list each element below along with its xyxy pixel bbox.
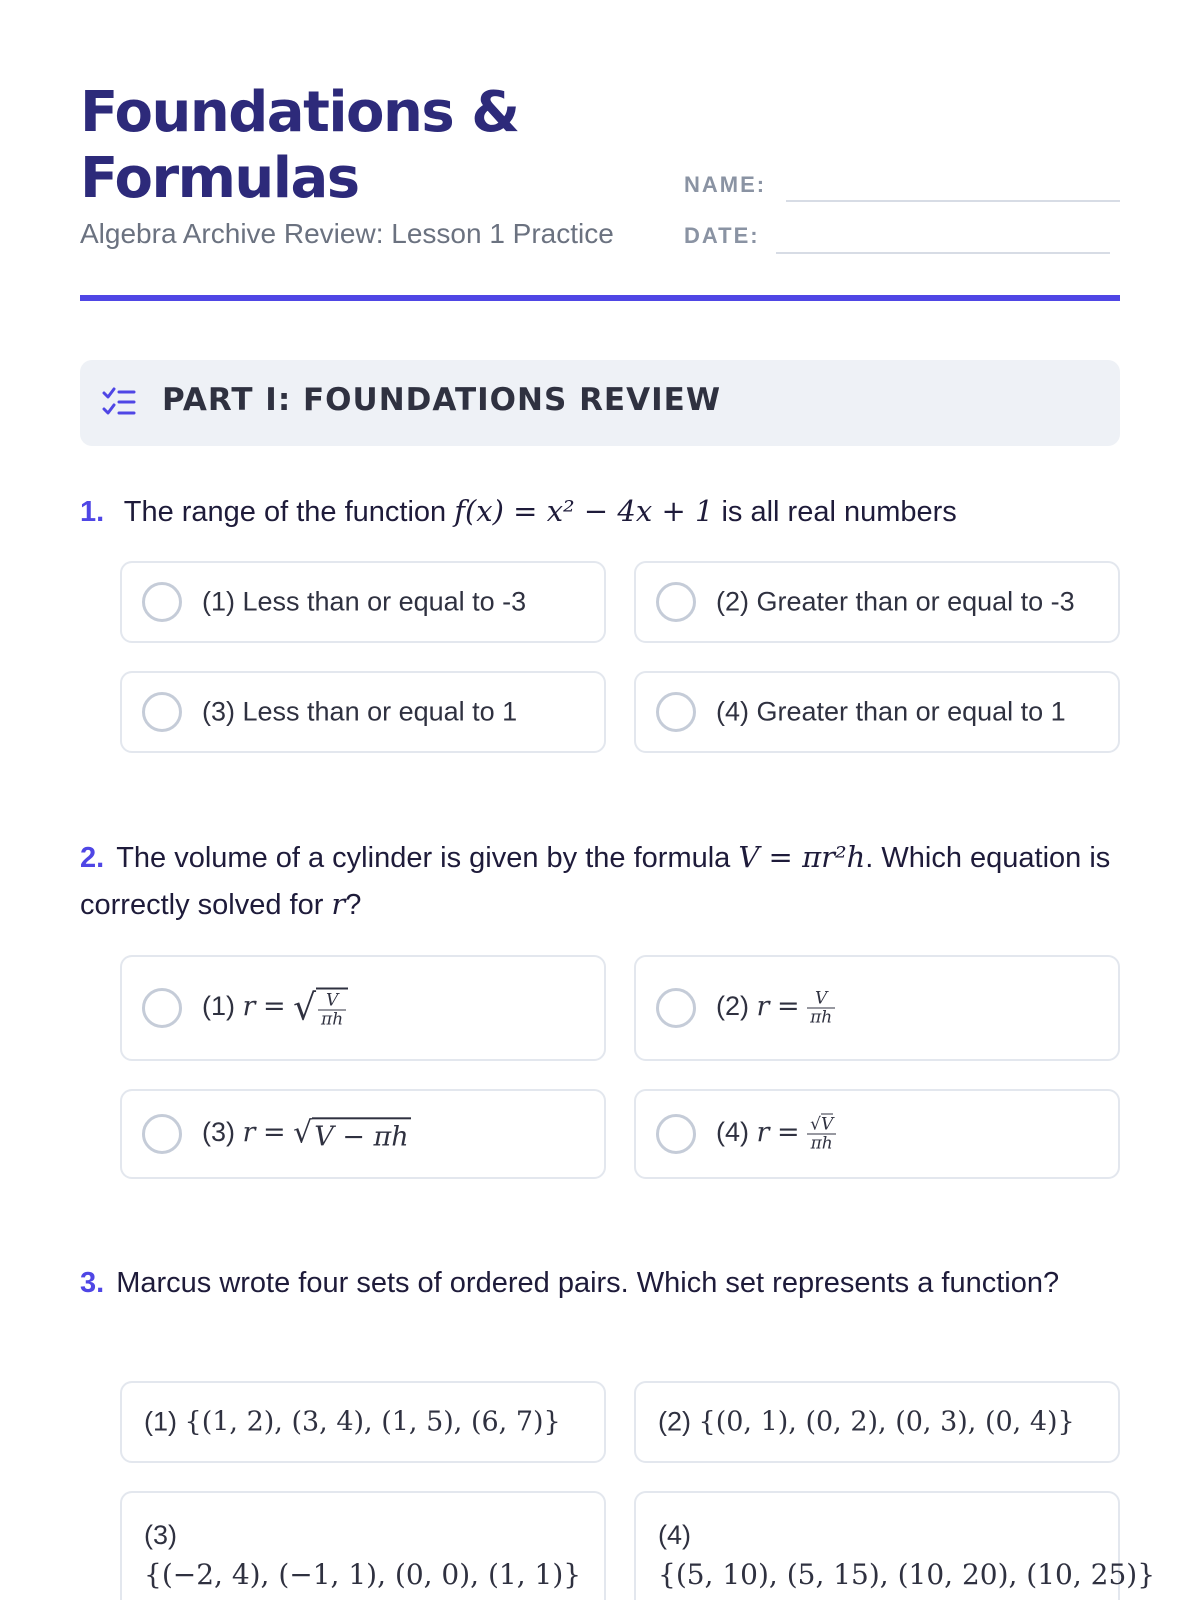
question-text: Marcus wrote four sets of ordered pairs. Which set represents a function? — [116, 1267, 1060, 1299]
q3-option-3[interactable] — [120, 1491, 606, 1600]
question-text-end: is all real numbers — [721, 496, 957, 528]
q2-option-4[interactable] — [634, 1089, 1120, 1179]
radio-button[interactable] — [656, 692, 696, 732]
date-field[interactable] — [776, 252, 1110, 254]
option-label: (3) Less than or equal to 1 — [202, 696, 518, 727]
radio-button[interactable] — [142, 988, 182, 1028]
question-3 — [80, 1260, 1120, 1306]
q1-option-3[interactable] — [120, 671, 606, 753]
question-text-middle: . Which equation is correctly solved for — [80, 842, 1111, 921]
q3-option-1[interactable] — [120, 1381, 606, 1463]
q1-option-1[interactable] — [120, 561, 606, 643]
page-title: Foundations & Formulas — [80, 80, 519, 211]
sqrt-expression: √ $\frac{V}{\pi h}$ — [293, 988, 348, 1029]
question-2 — [80, 834, 1120, 928]
option-label: (1) Less than or equal to -3 — [202, 586, 527, 617]
option-label: (4) Greater than or equal to 1 — [716, 696, 1066, 727]
part-banner — [80, 360, 1120, 446]
option-label: (1) {(1, 2), (3, 4), (1, 5), (6, 7)} — [144, 1406, 561, 1438]
radio-button[interactable] — [142, 692, 182, 732]
q1-option-2[interactable] — [634, 561, 1120, 643]
date-label: DATE: — [684, 223, 760, 248]
q2-option-1[interactable] — [120, 955, 606, 1061]
question-variable: r — [331, 887, 346, 921]
q3-option-2[interactable] — [634, 1381, 1120, 1463]
radio-button[interactable] — [656, 1114, 696, 1154]
option-label: (2) {(0, 1), (0, 2), (0, 3), (0, 4)} — [658, 1406, 1075, 1438]
question-text: The range of the function — [123, 496, 447, 528]
question-text-end: ? — [345, 889, 362, 921]
question-math: V = πr²h — [738, 840, 866, 874]
name-field[interactable] — [786, 200, 1120, 202]
option-label: (4) {(5, 10), (5, 15), (10, 20), (10, 25)} — [658, 1520, 1156, 1591]
part-title: PART I: FOUNDATIONS REVIEW — [162, 382, 722, 418]
option-label: (3) r = √V − πh — [202, 1115, 409, 1153]
radio-button[interactable] — [656, 988, 696, 1028]
option-label: (4) r = $\frac{√V}{\pi h}$ — [716, 1116, 836, 1153]
name-label: NAME: — [684, 172, 767, 197]
option-label: (1) r = √ $\frac{V}{\pi h}$ — [202, 988, 348, 1029]
q2-option-2[interactable] — [634, 955, 1120, 1061]
question-number: 3. — [80, 1267, 105, 1299]
radio-button[interactable] — [142, 1114, 182, 1154]
radio-button[interactable] — [142, 582, 182, 622]
question-number: 1. — [80, 496, 105, 528]
checklist-icon — [102, 386, 136, 420]
page-subtitle: Algebra Archive Review: Lesson 1 Practice — [80, 218, 614, 249]
option-label: (2) r = $\frac{V}{\pi h}$ — [716, 990, 835, 1027]
question-number: 2. — [80, 842, 105, 874]
question-1 — [80, 488, 1120, 535]
option-label: (3) {(−2, 4), (−1, 1), (0, 0), (1, 1)} — [144, 1520, 582, 1591]
question-math: f(x) = x² − 4x + 1 — [454, 494, 714, 528]
header-divider — [80, 295, 1120, 301]
question-text: The volume of a cylinder is given by the formula — [116, 842, 731, 874]
q2-option-3[interactable] — [120, 1089, 606, 1179]
worksheet-header — [80, 80, 1120, 300]
option-label: (2) Greater than or equal to -3 — [716, 586, 1075, 617]
q3-option-4[interactable] — [634, 1491, 1156, 1600]
q1-option-4[interactable] — [634, 671, 1120, 753]
sqrt-expression: √V − πh — [293, 1115, 409, 1153]
radio-button[interactable] — [656, 582, 696, 622]
